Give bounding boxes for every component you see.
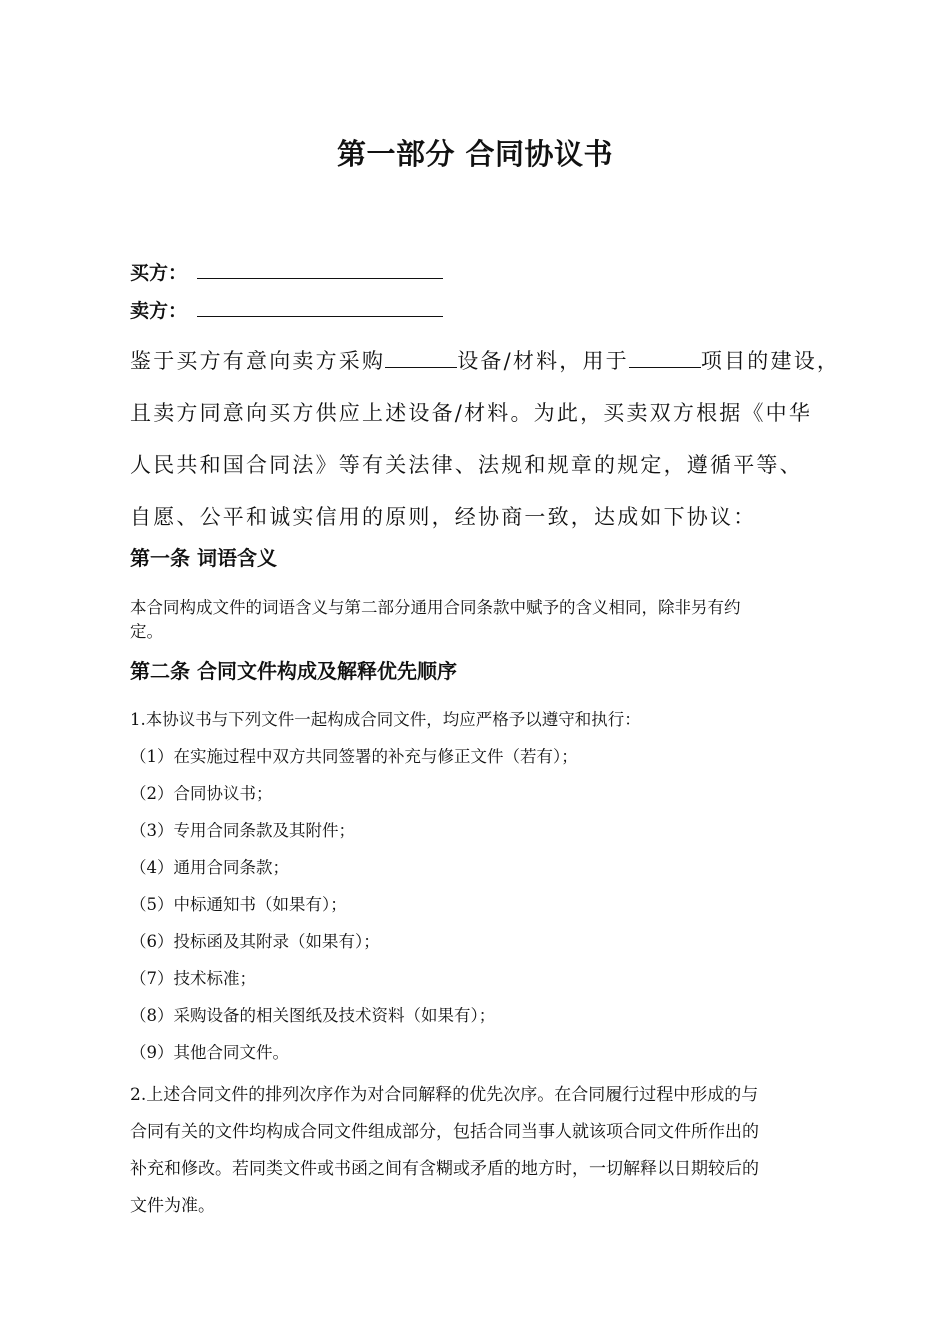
intro-line-3: 人民共和国合同法》等有关法律、法规和规章的规定，遵循平等、 — [130, 453, 803, 477]
article-1-text-line-1: 本合同构成文件的词语含义与第二部分通用合同条款中赋予的含义相同，除非另有约 — [130, 598, 741, 617]
list-item: （9）其他合同文件。 — [130, 1043, 289, 1062]
article-2-heading: 第二条 合同文件构成及解释优先顺序 — [130, 659, 457, 683]
intro-line-4: 自愿、公平和诚实信用的原则，经协商一致，达成如下协议： — [130, 505, 757, 529]
page-title: 第一部分 合同协议书 — [336, 137, 614, 171]
list-item: （7）技术标准； — [130, 969, 256, 988]
buyer-line — [130, 256, 443, 286]
article-1-text — [130, 596, 855, 644]
seller-line — [130, 294, 443, 324]
article-1-text-line-2: 定。 — [130, 622, 163, 641]
list-item: （4）通用合同条款； — [130, 858, 289, 877]
equipment-blank — [385, 345, 457, 368]
intro-paragraph — [130, 335, 865, 543]
list-item: （1）在实施过程中双方共同签署的补充与修正文件（若有）； — [130, 747, 578, 766]
buyer-blank — [197, 256, 443, 279]
point-2-line-2: 合同有关的文件均构成合同文件组成部分，包括合同当事人就该项合同文件所作出的 — [130, 1122, 759, 1142]
intro-text-a: 鉴于买方有意向卖方采购 — [130, 349, 386, 373]
point-2-line-4: 文件为准。 — [130, 1196, 215, 1216]
intro-text-c: 项目的建设， — [700, 349, 841, 373]
project-blank — [629, 345, 701, 368]
intro-text-b: 设备/材料，用于 — [457, 349, 629, 373]
list-item: （2）合同协议书； — [130, 784, 273, 803]
point-2-line-3: 补充和修改。若同类文件或书函之间有含糊或矛盾的地方时，一切解释以日期较后的 — [130, 1159, 759, 1179]
point-2-line-1: 2.上述合同文件的排列次序作为对合同解释的优先次序。在合同履行过程中形成的与 — [130, 1085, 759, 1105]
intro-line-2: 且卖方同意向买方供应上述设备/材料。为此，买卖双方根据《中华 — [130, 401, 813, 425]
seller-blank — [197, 294, 443, 317]
list-item: （3）专用合同条款及其附件； — [130, 821, 355, 840]
list-item: （6）投标函及其附录（如果有）； — [130, 932, 380, 951]
intro-line-1 — [130, 335, 865, 387]
list-item: （8）采购设备的相关图纸及技术资料（如果有）； — [130, 1006, 496, 1025]
article-2-point-1: 1.本协议书与下列文件一起构成合同文件，均应严格予以遵守和执行： — [130, 710, 641, 729]
article-2-point-2 — [130, 1077, 865, 1225]
article-1-heading: 第一条 词语含义 — [130, 546, 277, 570]
seller-label: 卖方： — [130, 300, 188, 322]
buyer-label: 买方： — [130, 262, 188, 284]
list-item: （5）中标通知书（如果有）； — [130, 895, 347, 914]
